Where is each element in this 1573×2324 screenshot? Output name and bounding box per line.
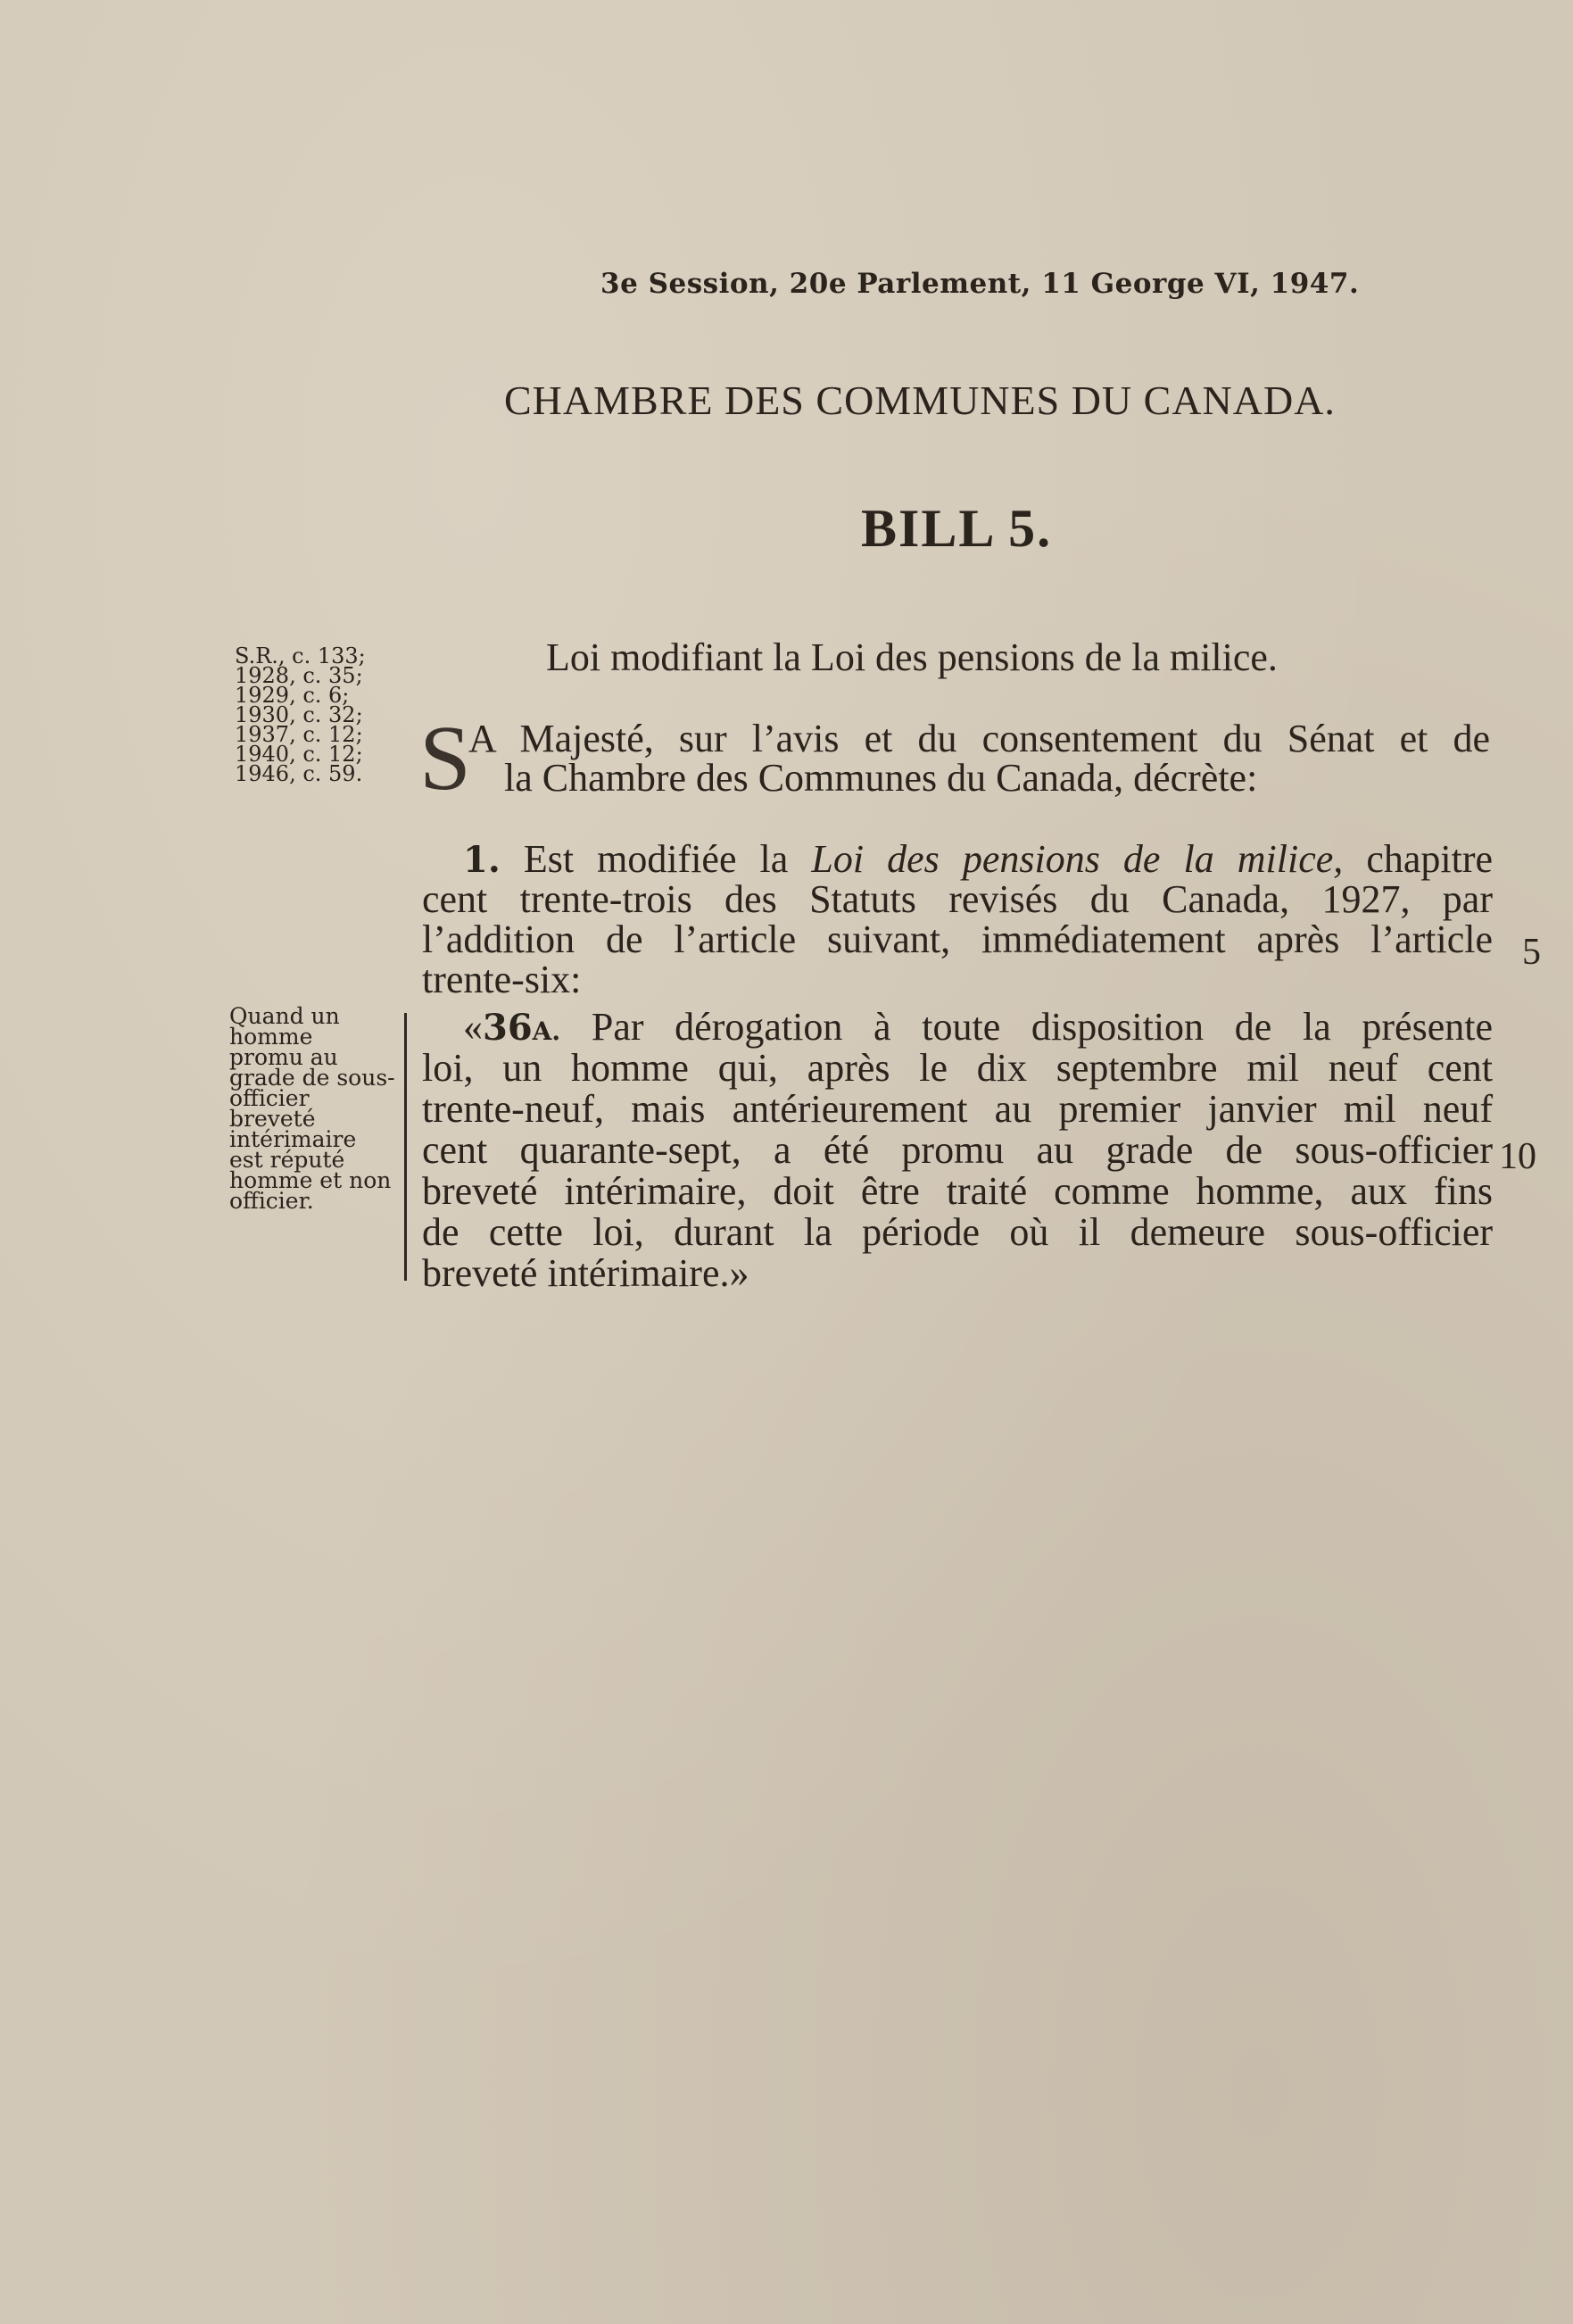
citation-line: 1940, c. 12; [235, 742, 363, 767]
section-1-line-3: l’addition de l’article suivant, immédiatement après l’article [422, 917, 1493, 961]
section-number: 1. [463, 839, 501, 881]
text-fragment: Par dérogation à toute disposition de la présente [591, 1005, 1493, 1049]
marginal-rule [404, 1013, 407, 1281]
bill-title: Loi modifiant la Loi des pensions de la milice. [546, 635, 1278, 679]
marginal-note [229, 1003, 408, 1214]
marginal-line: est réputé [229, 1147, 345, 1173]
chamber-heading: CHAMBRE DES COMMUNES DU CANADA. [504, 378, 1336, 423]
citation-note [235, 643, 413, 786]
enacting-line-2: la Chambre des Communes du Canada, décrète: [504, 756, 1258, 800]
citation-line: 1928, c. 35; [235, 663, 363, 688]
section-1-line-4: trente-six: [422, 958, 582, 1001]
marginal-line: homme [229, 1024, 313, 1050]
marginal-line: breveté [229, 1106, 316, 1132]
line-number-10: 10 [1499, 1136, 1536, 1177]
section-number: 36 [483, 1007, 533, 1049]
section-suffix: A. [532, 1017, 561, 1046]
text-fragment: Est modifiée la [523, 837, 789, 881]
section-36a-line-2: loi, un homme qui, après le dix septembre mil neuf cent [422, 1046, 1493, 1090]
session-heading: 3e Session, 20e Parlement, 11 George VI, 1947. [600, 268, 1360, 300]
text-fragment: chapitre [1366, 837, 1494, 881]
marginal-line: homme et non [229, 1167, 392, 1193]
section-36a-line-7: breveté intérimaire.» [422, 1251, 749, 1295]
bill-number: BILL 5. [861, 499, 1053, 558]
open-quote: « [463, 1005, 483, 1049]
section-36a-line-3: trente-neuf, mais antérieurement au premier janvier mil neuf [422, 1087, 1493, 1131]
citation-line: 1929, c. 6; [235, 683, 350, 708]
section-36a-line-5: breveté intérimaire, doit être traité comme homme, aux fins [422, 1169, 1493, 1213]
citation-line: S.R., c. 133; [235, 643, 366, 668]
drop-cap: S [419, 707, 471, 809]
enacting-line-1: A Majesté, sur l’avis et du consentement du Sénat et de [468, 717, 1490, 760]
marginal-line: Quand un [229, 1003, 340, 1029]
marginal-line: intérimaire [229, 1126, 357, 1152]
section-1-line-1 [463, 839, 1493, 881]
marginal-line: promu au [229, 1044, 338, 1070]
marginal-line: grade de sous- [229, 1065, 395, 1091]
citation-line: 1937, c. 12; [235, 722, 363, 747]
citation-line: 1930, c. 32; [235, 702, 363, 727]
section-1-line-2: cent trente-trois des Statuts revisés du Canada, 1927, par [422, 877, 1493, 921]
line-number-5: 5 [1522, 932, 1541, 973]
marginal-line: officier. [229, 1188, 314, 1214]
citation-line: 1946, c. 59. [235, 761, 363, 786]
act-name-italic: Loi des pensions de la milice, [811, 837, 1344, 881]
marginal-line: officier [229, 1085, 310, 1111]
section-36a-line-4: cent quarante-sept, a été promu au grade de sous-officier [422, 1128, 1493, 1172]
section-36a-line-6: de cette loi, durant la période où il demeure sous-officier [422, 1210, 1493, 1254]
